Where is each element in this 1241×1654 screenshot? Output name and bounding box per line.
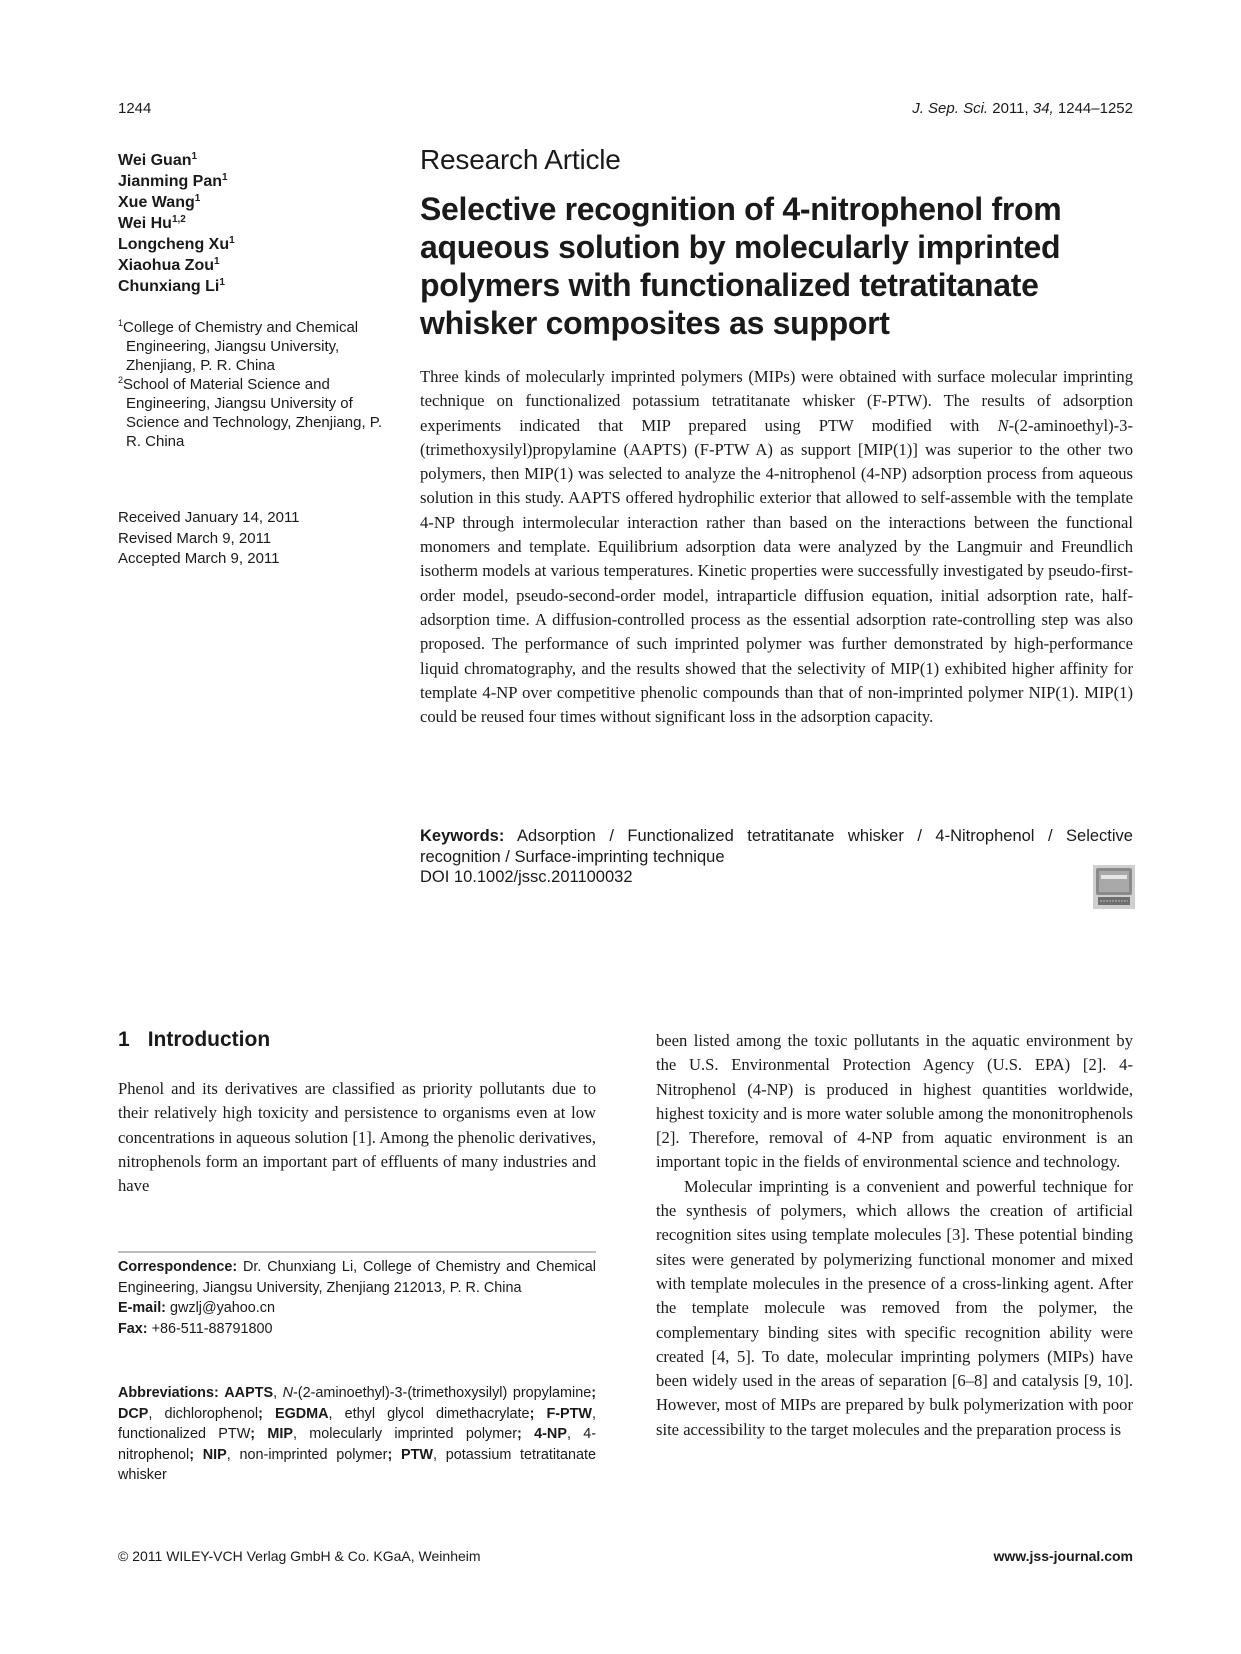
- affiliation-mark: 1: [219, 277, 225, 288]
- affiliation-mark: 1: [214, 256, 220, 267]
- footnote-divider: [118, 1251, 596, 1253]
- journal-volume: 34,: [1032, 100, 1054, 117]
- keywords-list: Adsorption / Functionalized tetratitanate whisker / 4-Nitrophenol / Selective recognition / Surface-imprinting technique: [420, 827, 1133, 866]
- section-heading-introduction: [118, 1028, 270, 1052]
- article-title: Selective recognition of 4-nitrophenol from aqueous solution by molecularly imprinted polymers with functionalized tetratitanate whisker composites as support: [420, 191, 1062, 341]
- keywords-label: Keywords:: [420, 827, 505, 845]
- author: Wei Hu$^{1,2}$: [118, 214, 186, 232]
- affiliations: [118, 318, 398, 451]
- section-number: 1: [118, 1028, 130, 1051]
- doi[interactable]: DOI 10.1002/jssc.201100032: [420, 868, 633, 886]
- received-date: Received January 14, 2011: [118, 509, 300, 526]
- email-label: E-mail:: [118, 1300, 166, 1316]
- affiliation-mark: 1,2: [171, 214, 186, 225]
- author: Xiaohua Zou$^1$: [118, 256, 220, 274]
- journal-pages: 1244–1252: [1057, 100, 1133, 117]
- affiliation-mark: 1: [229, 235, 235, 246]
- affiliation: $^2$School of Material Science and Engineering, Jiangsu University of Science and Technology, Zhenjiang, P. R. China: [118, 375, 383, 450]
- journal-abbrev: J. Sep. Sci.: [912, 100, 989, 117]
- author: Jianming Pan$^1$: [118, 172, 228, 190]
- journal-year: 2011,: [992, 100, 1029, 117]
- author: Wei Guan$^1$: [118, 151, 198, 169]
- journal-website-link[interactable]: www.jss-journal.com: [993, 1548, 1133, 1564]
- keywords: [420, 826, 1133, 868]
- revised-date: Revised March 9, 2011: [118, 529, 272, 547]
- article-type: Research Article: [420, 144, 621, 175]
- introduction-paragraph: been listed among the toxic pollutants in the aquatic environment by the U.S. Environmental Protection Agency (U.S. EPA) [2]. 4-Nitrophenol (4-NP) is produced in highest quantities worldwide, highest toxicity and is more water soluble among the mononitrophenols [2]. Therefore, removal of 4-NP from aquatic environment is an important topic in the fields of environmental science and technology.: [656, 1031, 1133, 1172]
- author: Longcheng Xu$^1$: [118, 235, 235, 253]
- correspondence-block: Correspondence: Dr. Chunxiang Li, College of Chemistry and Chemical Engineering, Jiangsu University, Zhenjiang 212013, P. R. China E-mail: gwzlj@yahoo.cn Fax: +86-511-88791800: [118, 1259, 596, 1337]
- fax-label: Fax:: [118, 1320, 148, 1337]
- journal-citation: [912, 100, 1133, 117]
- introduction-paragraph: Molecular imprinting is a convenient and powerful technique for the synthesis of polymers, which allows the creation of artificial recognition sites using template molecules [3]. These potential binding sites were generated by polymerizing functional monomer and mixed with template molecules in the presence of a cross-linking agent. After the template molecule was removed from the polymer, the complementary binding sites with specific recognition ability were created [4, 5]. To date, molecular imprinting polymers (MIPs) have been widely used in the areas of separation [6–8] and catalysis [9, 10]. However, most of MIPs are prepared by bulk polymerization with poor site accessibility to the target molecules and the preparation process is: [656, 1176, 1133, 1439]
- section-title: Introduction: [147, 1028, 271, 1051]
- author: Chunxiang Li$^1$: [118, 277, 225, 295]
- affiliation-mark: 1: [194, 193, 201, 204]
- author: Xue Wang$^1$: [118, 193, 201, 211]
- affiliation-mark: 1: [191, 151, 198, 162]
- abbreviations-block: Abbreviations: AAPTS, N-(2-aminoethyl)-3-(trimethoxysilyl) propylamine; DCP, dichlorophenol; EGDMA, ethyl glycol dimethacrylate; F-PTW, functionalized PTW; MIP, molecularly imprinted polymer; 4-NP, 4-nitrophenol; NIP, non-imprinted polymer; PTW, potassium tetratitanate whisker: [118, 1385, 597, 1483]
- copyright-notice: © 2011 WILEY-VCH Verlag GmbH & Co. KGaA, Weinheim: [118, 1548, 481, 1564]
- abstract: Three kinds of molecularly imprinted polymers (MIPs) were obtained with surface molecular imprinting technique on functionalized potassium tetratitanate whisker (F-PTW). The results of adsorption experiments indicated that MIP prepared using PTW modified with N-(2-aminoethyl)-3-(trimethoxysilyl)propylamine (AAPTS) (F-PTW A) as support [MIP(1)] was superior to the other two polymers, then MIP(1) was selected to analyze the 4-nitrophenol (4-NP) adsorption process from aqueous solution in this study. AAPTS offered hydrophilic exterior that allowed to self-assemble with the template 4-NP through intermolecular interaction rather than based on the interactions between the functional monomers and template. Equilibrium adsorption data were analyzed by the Langmuir and Freundlich isotherm models at various temperatures. Kinetic properties were successfully investigated by pseudo-first-order model, pseudo-second-order model, intraparticle diffusion equation, initial adsorption rate, half-adsorption time. A diffusion-controlled process as the essential adsorption rate-controlling step was also proposed. The performance of such imprinted polymer was further demonstrated by high-performance liquid chromatography, and the results showed that the selectivity of MIP(1) exhibited higher affinity for template 4-NP over competitive phenolic compounds than that of non-imprinted polymer NIP(1). MIP(1) could be reused four times without significant loss in the adsorption capacity.: [420, 367, 1133, 727]
- affiliation-mark: 1: [222, 172, 228, 183]
- accepted-date: Accepted March 9, 2011: [118, 550, 280, 567]
- fax-number: +86-511-88791800: [147, 1320, 273, 1337]
- correspondence-label: Correspondence:: [118, 1259, 238, 1275]
- author-list: [118, 150, 398, 297]
- introduction-paragraph-left: Phenol and its derivatives are classified as priority pollutants due to their relatively high toxicity and persistence to organisms even at low concentrations in aqueous solution [1]. Among the phenolic derivatives, nitrophenols form an important part of effluents of many industries and have: [118, 1079, 596, 1196]
- computer-monitor-icon[interactable]: [1093, 865, 1135, 909]
- abbreviations-label: Abbreviations:: [118, 1385, 219, 1401]
- history-dates: [118, 508, 398, 570]
- introduction-column-right: [656, 1029, 1133, 1442]
- page-number: 1244: [118, 100, 152, 117]
- email-address[interactable]: gwzlj@yahoo.cn: [165, 1300, 275, 1316]
- affiliation: $^1$College of Chemistry and Chemical Engineering, Jiangsu University, Zhenjiang, P. R. China: [118, 318, 359, 374]
